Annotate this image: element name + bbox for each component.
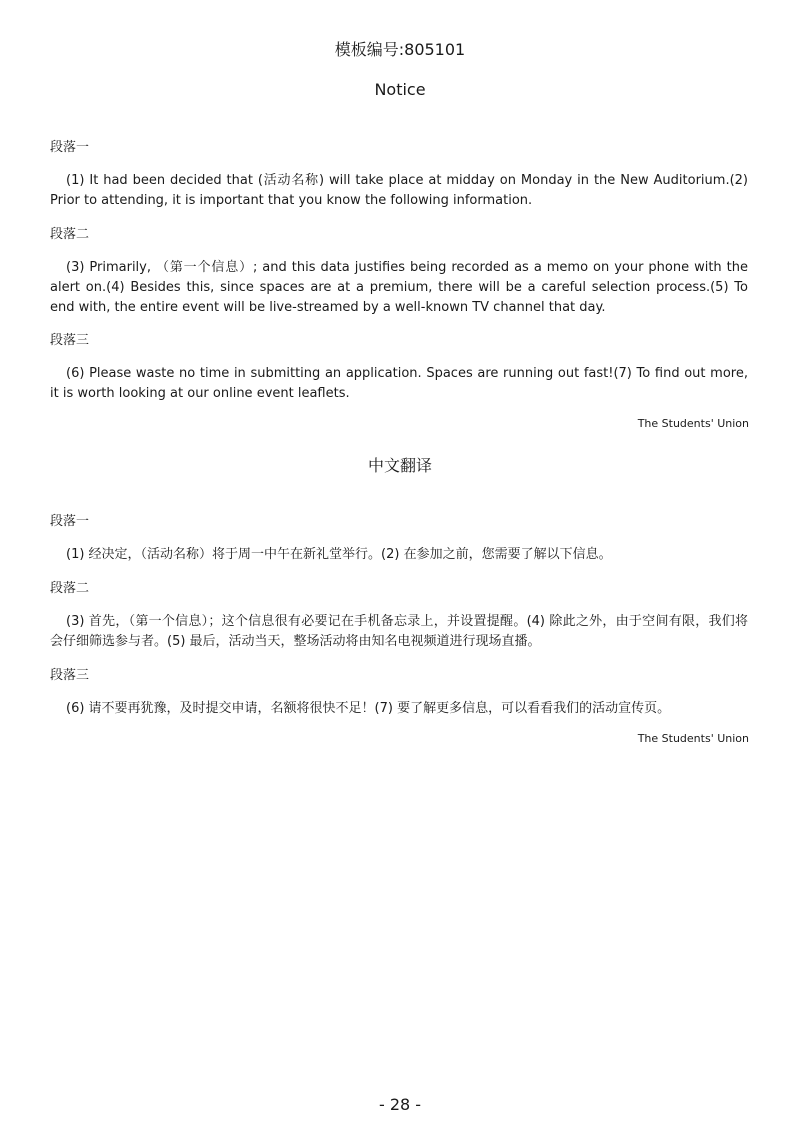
translation-section-3-heading: 段落三 xyxy=(50,668,90,683)
translation-section-2-heading: 段落二 xyxy=(50,581,90,596)
translation-signature: The Students' Union xyxy=(637,732,749,745)
translation-section-2-text: (3) 首先，（第一个信息）；这个信息很有必要记在手机备忘录上，并设置提醒。(4) 除此之外，由于空间有限，我们将会仔细筛选参与者。(5) 最后，活动当天，整场活动将由知名电视频道进行现场直播。 xyxy=(50,614,748,649)
notice-section-1-text: (1) It had been decided that (活动名称) will take place at midday on Monday in the New Auditorium.(2) Prior to attending, it is important that you know the following information. xyxy=(50,173,748,208)
notice-section-3-heading: 段落三 xyxy=(50,333,90,348)
notice-section-2-heading: 段落二 xyxy=(50,227,90,242)
notice-section-3-text: (6) Please waste no time in submitting an application. Spaces are running out fast!(7) To find out more, it is worth looking at our online event leaflets. xyxy=(50,366,748,401)
notice-signature: The Students' Union xyxy=(637,417,749,430)
notice-section-2-text: (3) Primarily, （第一个信息）; and this data justifies being recorded as a memo on your phone with the alert on.(4) Besides this, since spaces are at a premium, there will be a careful selection process.(5) To end with, the entire event will be live-streamed by a well-known TV channel that day. xyxy=(50,260,748,315)
translation-section-1-text: (1) 经决定，（活动名称）将于周一中午在新礼堂举行。(2) 在参加之前，您需要了解以下信息。 xyxy=(66,547,612,562)
page-number: - 28 - xyxy=(378,1095,422,1114)
template-id: 模板编号:805101 xyxy=(334,40,466,59)
notice-title: Notice xyxy=(374,80,426,99)
translation-section-1-heading: 段落一 xyxy=(50,514,90,529)
notice-section-1-heading: 段落一 xyxy=(50,140,90,155)
translation-section-3-text: (6) 请不要再犹豫，及时提交申请，名额将很快不足！(7) 要了解更多信息，可以看看我们的活动宣传页。 xyxy=(66,701,671,716)
translation-title: 中文翻译 xyxy=(367,456,432,475)
